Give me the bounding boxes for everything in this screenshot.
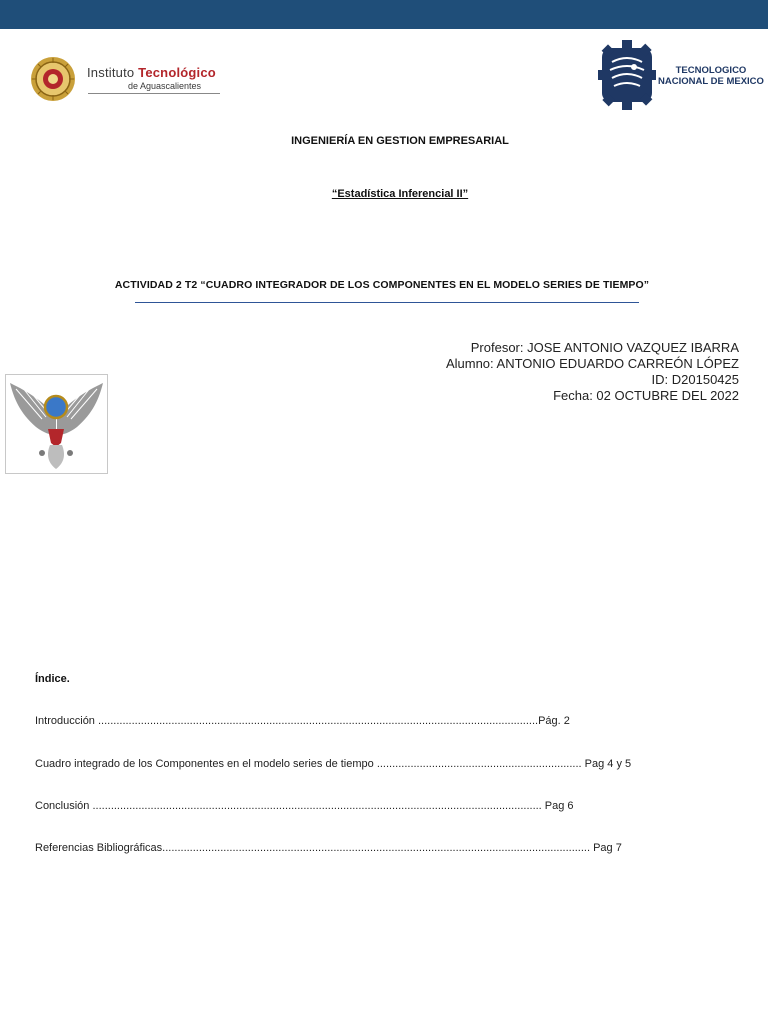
toc-label: Cuadro integrado de los Componentes en el modelo series de tiempo	[35, 758, 374, 770]
toc-leader: ...................................................................................................................................................	[89, 800, 545, 812]
tnm-logo	[598, 40, 766, 112]
header-bar	[0, 0, 768, 29]
ita-subtitle: de Aguascalientes	[128, 81, 202, 91]
ita-logo	[30, 56, 230, 104]
activity-underline	[135, 302, 639, 303]
toc-page: Pag 4 y 5	[584, 758, 632, 770]
toc-page: Pag 6	[544, 800, 574, 812]
toc-label: Conclusión	[35, 800, 90, 812]
student-id-line: ID: D20150425	[651, 372, 739, 387]
career-title: INGENIERÍA EN GESTION EMPRESARIAL	[291, 135, 509, 147]
toc-leader: ............................................................................................................................................	[162, 842, 594, 854]
activity-title: ACTIVIDAD 2 T2 “CUADRO INTEGRADOR DE LOS COMPONENTES EN EL MODELO SERIES DE TIEMPO”	[114, 279, 650, 291]
subject-title: “Estadística Inferencial II”	[331, 188, 469, 200]
toc-page: Pag 7	[593, 842, 622, 854]
toc-entry[interactable]	[35, 715, 665, 727]
ita-name: Instituto Tecnológico	[87, 65, 216, 80]
eagle-icon	[6, 375, 107, 473]
toc-entry[interactable]	[35, 800, 665, 812]
ita-seal-icon	[30, 56, 76, 102]
toc-leader: ...................................................................	[373, 758, 585, 770]
toc-entry[interactable]	[35, 842, 665, 854]
toc-leader: ................................................................................................................................................	[94, 715, 539, 727]
student-line: Alumno: ANTONIO EDUARDO CARREÓN LÓPEZ	[445, 356, 739, 371]
ita-divider	[88, 93, 220, 94]
toc-label: Introducción	[35, 715, 95, 727]
eagle-emblem	[5, 374, 108, 474]
toc-entry[interactable]	[35, 758, 665, 770]
professor-line: Profesor: JOSE ANTONIO VAZQUEZ IBARRA	[470, 340, 739, 355]
date-line: Fecha: 02 OCTUBRE DEL 2022	[553, 388, 739, 403]
tnm-name: TECNOLOGICO NACIONAL DE MEXICO	[658, 65, 764, 87]
index-title: Índice.	[35, 673, 70, 685]
toc-page: Pág. 2	[538, 715, 570, 727]
tnm-gear-icon	[598, 40, 656, 110]
toc-label: Referencias Bibliográficas	[35, 842, 163, 854]
